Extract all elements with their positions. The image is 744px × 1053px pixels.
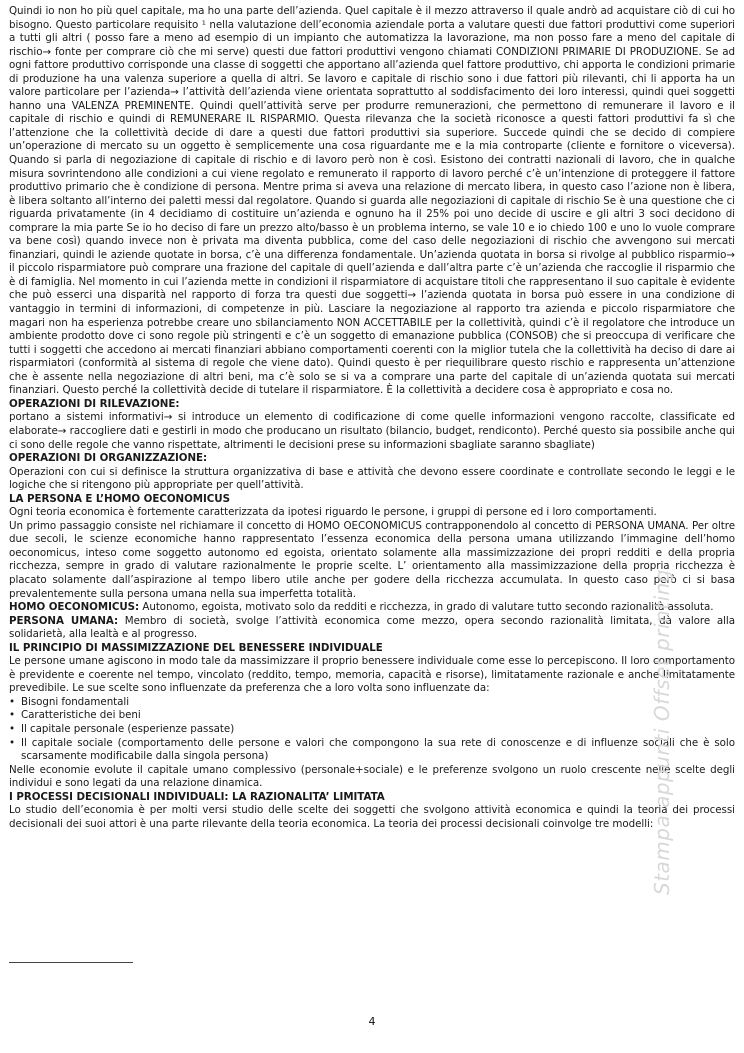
definition-homo-oeconomicus xyxy=(9,601,735,615)
footnote-divider xyxy=(9,962,133,963)
heading-processi-decisionali: I PROCESSI DECISIONALI INDIVIDUALI: LA RAZIONALITA’ LIMITATA xyxy=(9,790,385,803)
term-persona-umana: PERSONA UMANA: xyxy=(9,614,119,627)
page-number: 4 xyxy=(368,1015,376,1028)
definition-persona-text: Membro di società, svolge l’attività economica come mezzo, opera secondo razionalità limitata, dà valore alla solidarietà, alla lealtà e al progresso. xyxy=(9,614,735,641)
preferences-list xyxy=(9,696,735,764)
paragraph-economie-evolute: Nelle economie evolute il capitale umano complessivo (personale+sociale) e le preferenze svolgono un ruolo crescente nelle scelte degli individui e sono legati da una relazione dinamica. xyxy=(9,763,735,790)
heading-operazioni-rilevazione: OPERAZIONI DI RILEVAZIONE: xyxy=(9,397,180,410)
bullet-icon: • xyxy=(9,722,16,735)
list-item: • Bisogni fondamentali xyxy=(9,695,130,708)
paragraph-teoria-economica: Ogni teoria economica è fortemente caratterizzata da ipotesi riguardo le persone, i gruppi di persone ed i loro comportamenti. xyxy=(9,506,657,519)
paragraph-homo-vs-persona: Un primo passaggio consiste nel richiamare il concetto di HOMO OECONOMICUS contrapponendolo al concetto di PERSONA UMANA. Per oltre due secoli, le scienze economiche hanno rappresentato l’essenza economica della persona umana utilizzando l’immagine dell’homo oeconomicus, inteso come soggetto autonomo ed egoista, orientato solamente alla massimizzazione dei propri redditi e della propria ricchezza, sempre in grado di valutare razionalmente le proprie scelte. L’ orientamento alla massimizzazione della propria ricchezza è placato solamente dall’aspirazione al tempo libero utile anche per godere della ricchezza accumulata. In questo caso però ci si basa prevalentemente sulla persona umana nella sua imperfetta totalità. xyxy=(9,519,735,600)
bullet-icon: • xyxy=(9,709,16,722)
paragraph-massimizzazione: Le persone umane agiscono in modo tale da massimizzare il proprio benessere individuale come esse lo percepiscono. Il loro comportamento è previdente e coerente nel tempo, vincolato (reddito, tempo, memoria, capacità e risorse), limitatamente razionale e anche limitatamente prevedibile. Le sue scelte sono influenzate da preferenza che a loro volta sono influenzate da: xyxy=(9,655,735,695)
definition-persona-umana xyxy=(9,615,735,642)
list-item: • Caratteristiche dei beni xyxy=(9,709,141,722)
term-homo-oeconomicus: HOMO OECONOMICUS: xyxy=(9,601,140,614)
watermark: Stampa appunti Offset printing xyxy=(650,568,674,895)
list-item: • Il capitale personale (esperienze passate) xyxy=(9,722,235,735)
definition-homo-text: Autonomo, egoista, motivato solo da redditi e ricchezza, in grado di valutare tutto secondo razionalità assoluta. xyxy=(142,601,714,614)
paragraph-rilevazione: portano a sistemi informativi→ si introduce un elemento di codificazione di come quelle informazioni vengono raccolte, classificate ed elaborate→ raccogliere dati e gestirli in modo che producano un risultato (bilancio, budget, rendiconto). Perché questo sia possibile anche qui ci sono delle regole che vanno rispettate, altrimenti le decisioni prese su informazioni sbagliate saranno sbagliate) xyxy=(9,411,735,451)
paragraph-organizzazione: Operazioni con cui si definisce la struttura organizzativa di base e attività che devono essere coordinate e controllate secondo le leggi e le logiche che si ritengono più appropriate per quell’attività. xyxy=(9,465,735,492)
list-item: • Il capitale sociale (comportamento delle persone e valori che compongono la sua rete di conoscenze e di influenze sociali che è solo scarsamente modificabile dalla singola persona) xyxy=(9,736,735,763)
bullet-icon: • xyxy=(9,736,16,749)
paragraph-processi-decisionali: Lo studio dell’economia è per molti versi studio delle scelte dei soggetti che svolgono attività economica e quindi la teoria dei processi decisionali dei suoi attori è una parte rilevante della teoria economica. La teoria dei processi decisionali coinvolge tre modelli: xyxy=(9,804,735,830)
heading-massimizzazione: IL PRINCIPIO DI MASSIMIZZAZIONE DEL BENESSERE INDIVIDUALE xyxy=(9,641,383,654)
document-body xyxy=(9,5,735,831)
paragraph-capitale: Quindi io non ho più quel capitale, ma ho una parte dell’azienda. Quel capitale è il mezzo attraverso il quale andrò ad acquistare ciò di cui ho bisogno. Questo particolare requisito ¹ nella valutazione dell’economia aziendale porta a valutare questi due fattori produttivi come superiori a tutti gli altri ( posso fare a meno ad esempio di un impianto che automatizza la lavorazione, ma non posso fare a meno del capitale di rischio→ fonte per comprare ciò che mi serve) questi due fattori produttivi vengono chiamati CONDIZIONI PRIMARIE DI PRODUZIONE. Se ad ogni fattore produttivo corrisponde una classe di soggetti che apportano all’azienda quel fattore produttivo, chi apporta le condizioni primarie di produzione ha una valenza superiore a quella di altri. Se lavoro e capitale di rischio sono i due fattori più rilevanti, chi li apporta ha un valore particolare per l’azienda→ l’attività dell’azienda viene orientata soprattutto al soddisfacimento dei loro interessi, quindi quei soggetti hanno una VALENZA PREMINENTE. Quindi quell’attività serve per produrre remunerazioni, che permettono di remunerare il lavoro e il capitale di rischio e quindi di REMUNERARE IL RISPARMIO. Questa rilevanza che la società riconosce a questi fattori produttivi fa sì che l’attenzione che la collettività decide di dare a questi due fattori produttivi sia superiore. Succede quindi che se decido di compiere un’operazione di mercato su un oggetto è semplicemente una cosa riguardante me e la mia controparte (cliente e fornitore o viceversa). Quando si parla di negoziazione di capitale di rischio e di lavoro però non è così. Esistono dei contratti nazionali di lavoro, che in qualche misura sovrintendono alle condizioni a cui viene regolato e remunerato il rapporto di lavoro perché c’è un’intenzione di proteggere il fattore produttivo primario che è condizione di persona. Mentre prima si aveva una relazione di mercato libera, in questo caso l’azione non è libera, è libera soltanto all’interno dei paletti messi dal regolatore. Quando si guarda alle negoziazioni di capitale di rischio Se è una questione che ci riguarda privatamente (in 4 decidiamo di costituire un’azienda e ognuno ha il 25% poi uno decide di uscire e gli altri 3 soci decidono di comprare la mia parte Se io ho deciso di fare un prezzo alto/basso è un problema interno, se vale 10 e io chiedo 100 e uno lo vuole comprare va bene così) quando invece non è privata ma diventa pubblica, come del caso delle negoziazioni di rischio che avvengono sui mercati finanziari, quindi le aziende quotate in borsa, c’è una differenza fondamentale. Un’azienda quotata in borsa si rivolge al pubblico risparmio→ il piccolo risparmiatore può comprare una frazione del capitale di quell’azienda e dall’altra parte c’è un’azienda che raccoglie il risparmio che è di famiglia. Nel momento in cui l’azienda mette in condizioni il risparmiatore di acquistare titoli che rappresentano il suo capitale è evidente che può esserci una disparità nel rapporto di forza tra questi due soggetti→ l’azienda quotata in borsa può essere in una condizione di vantaggio in termini di informazioni, di competenze in più. Lasciare la negoziazione al rapporto tra azienda e piccolo risparmiatore che magari non ha esperienza potrebbe creare uno sbilanciamento NON ACCETTABILE per la collettività, quindi c’è il regolatore che introduce un ambiente prodotto dove ci sono regole più stringenti e c’è un soggetto di emanazione pubblica (CONSOB) che si preoccupa di verificare che tutti i soggetti che accedono ai mercati finanziari abbiano comportamenti coerenti con la miglior tutela che la collettività ha deciso di dare ai risparmiatori (conformità al sistema di regole che viene dato). Quindi questo è per riequilibrare questo rischio e rappresenta un’attenzione che è assente nella negoziazione di altri beni, ma c’è solo se si va a comprare una parte del capitale di un’azienda quotata sui mercati finanziari. Questo perché la collettività decide di tutelare il risparmiatore. È la collettività a decidere cosa è appropriato e cosa no. xyxy=(9,5,735,397)
bullet-icon: • xyxy=(9,695,16,708)
heading-operazioni-organizzazione: OPERAZIONI DI ORGANIZZAZIONE: xyxy=(9,452,208,465)
heading-persona-homo: LA PERSONA E L’HOMO OECONOMICUS xyxy=(9,492,230,505)
